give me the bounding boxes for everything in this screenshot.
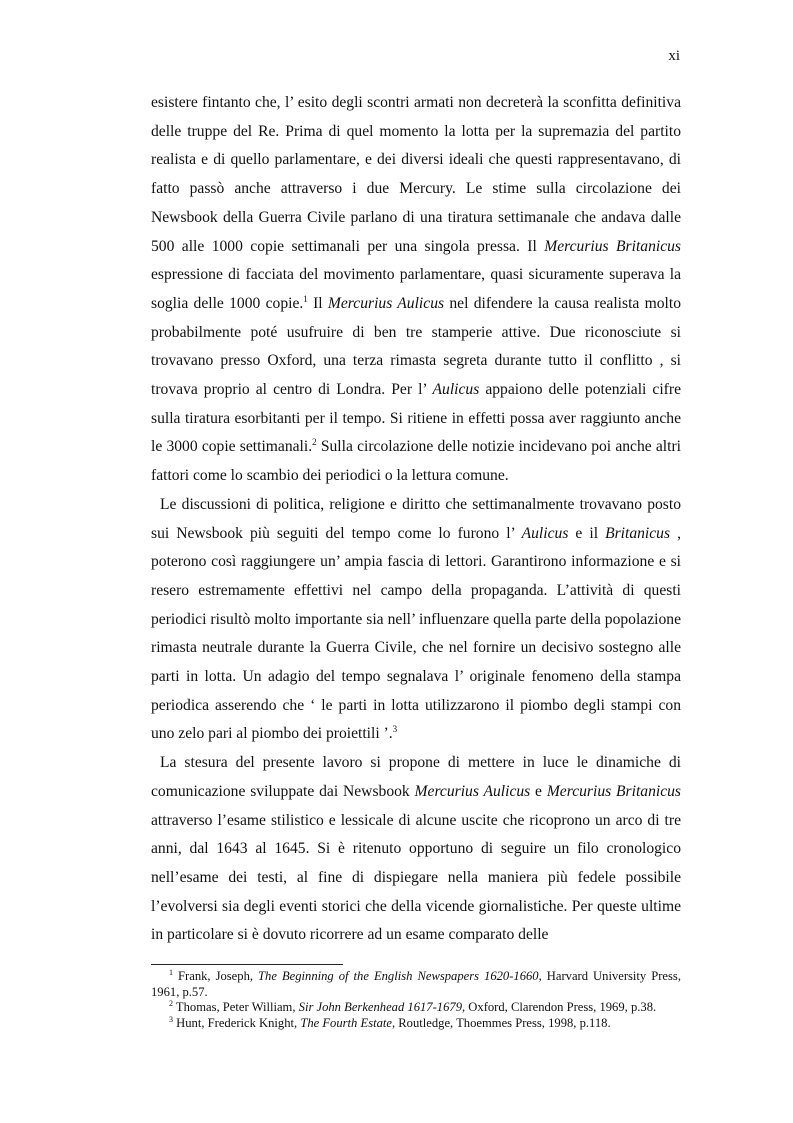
text-run: attraverso l’esame stilistico e lessicale di alcune uscite che ricoprono un arco di tre anni, dal 1643 al 1645. Si è ritenuto opportuno di seguire un filo cronologico nell’esame dei testi, al fine di dispiegare nella maniera più fedele possibile l’evolversi sia degli eventi storici che della vicende giornalistiche. Per queste ultime in particolare si è dovuto ricorrere ad un esame comparato delle [151, 811, 681, 944]
text-run: esistere fintanto che, l’ esito degli scontri armati non decreterà la sconfitta definitiva delle truppe del Re. Prima di quel momento la lotta per la supremazia del partito realista e di quello parlamentare, e dei diversi ideali che questi rappresentavano, di fatto passò anche attraverso i due Mercury. Le stime sulla circolazione dei Newsbook della Guerra Civile parlano di una tiratura settimanale che andava dalle 500 alle 1000 copie settimanali per una singola pressa. Il [151, 94, 681, 255]
footnote-text: , Oxford, Clarendon Press, 1969, p.38. [462, 1000, 657, 1014]
text-run: e il [568, 524, 606, 542]
text-run: nel difendere la causa realista molto probabilmente poté usufruire di ben tre stamperie attive. Due riconosciute si trovavano presso Oxford, una terza rimasta segreta durante tutto il conflitto , si trovava proprio al centro di Londra. Per l’ [151, 294, 682, 399]
footnote [151, 1016, 681, 1032]
paragraph [151, 749, 681, 950]
text-run: La stesura del presente lavoro si propone di mettere in luce le dinamiche di comunicazione sviluppate dai Newsbook [151, 754, 681, 800]
footnote-separator [151, 964, 343, 965]
footnote-ref: 1 [303, 293, 308, 304]
footnote [151, 969, 681, 1000]
book-title: The Beginning of the English Newspapers 1620-1660 [258, 969, 539, 983]
footnote-text: , Harvard University Press, 1961, p.57. [151, 969, 681, 999]
periodical-title: Aulicus [432, 381, 480, 399]
book-title: The Fourth Estate [300, 1015, 392, 1030]
page-number: xi [668, 48, 680, 64]
body-text [151, 89, 681, 950]
periodical-title: Mercurius Aulicus [414, 782, 531, 800]
footnote-ref: 3 [392, 724, 398, 735]
paragraph [151, 89, 681, 491]
text-run: e [530, 782, 547, 800]
text-run: , poterono così raggiungere un’ ampia fascia di lettori. Garantirono informazione e si resero estremamente effettivi nel campo della propaganda. L’attività di questi periodici risultò molto importante sia nell’ influenzare quella parte della popolazione rimasta neutrale durante la Guerra Civile, che nel fornire un decisivo sostegno alle parti in lotta. Un adagio del tempo segnalava l’ originale fenomeno della stampa periodica asserendo che ‘ le parti in lotta utilizzarono il piombo degli stampi con uno zelo pari al piombo dei proiettili ’. [151, 524, 681, 743]
text-run: Le discussioni di politica, religione e diritto che settimanalmente trovavano posto sui Newsbook più seguiti del tempo come lo furono l’ [151, 495, 681, 542]
footnote [151, 1000, 681, 1016]
footnote-text: Frank, Joseph, [178, 969, 259, 983]
footnote-number: 3 [169, 1014, 173, 1024]
periodical-title: Aulicus [521, 524, 569, 542]
footnotes [151, 969, 681, 1031]
text-run: espressione di facciata del movimento parlamentare, quasi sicuramente superava la soglia delle 1000 copie. [151, 266, 681, 312]
footnote-ref: 2 [312, 437, 317, 448]
periodical-title: Britanicus [605, 524, 671, 542]
text-run: Il [307, 294, 328, 312]
text-run: appaiono delle potenziali cifre sulla tiratura esorbitanti per il tempo. Si ritiene in effetti possa aver raggiunto anche le 3000 copie settimanali. [151, 381, 681, 456]
periodical-title: Mercurius Britanicus [544, 237, 681, 255]
periodical-title: Mercurius Britanicus [546, 782, 681, 800]
footnote-text: , Routledge, Thoemmes Press, 1998, p.118. [391, 1015, 611, 1030]
footnote-text: Hunt, Frederick Knight, [176, 1015, 301, 1030]
footnote-number: 2 [169, 999, 173, 1008]
periodical-title: Mercurius Aulicus [327, 294, 445, 312]
book-title: Sir John Berkenhead 1617-1679 [298, 1000, 462, 1014]
paragraph [151, 491, 681, 749]
text-run: Sulla circolazione delle notizie incidevano poi anche altri fattori come lo scambio dei periodici o la lettura comune. [151, 438, 681, 485]
footnote-text: Thomas, Peter William, [175, 1000, 299, 1014]
footnote-number: 1 [169, 968, 173, 977]
